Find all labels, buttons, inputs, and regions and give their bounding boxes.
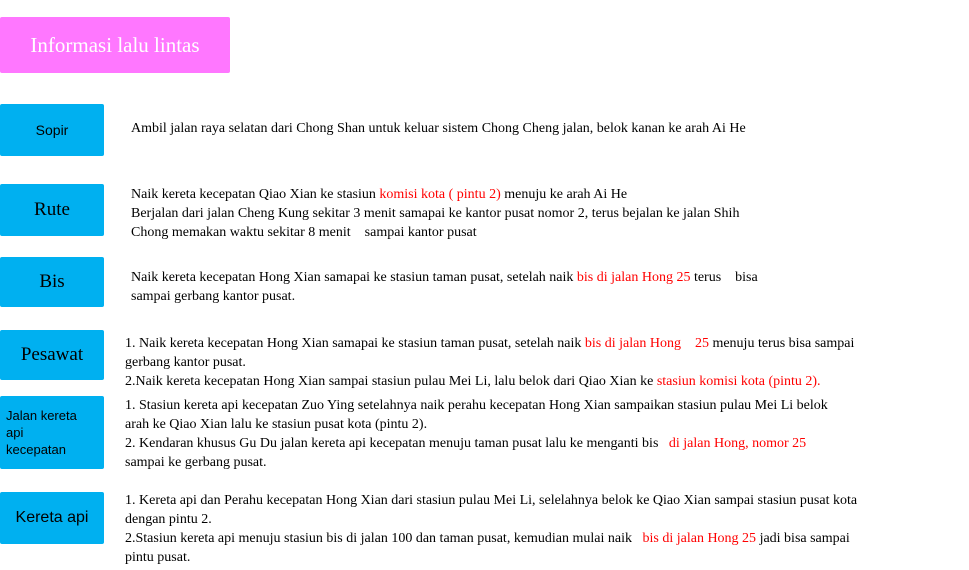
tag-rute (0, 184, 104, 236)
rute-description (131, 185, 739, 242)
jalan-kereta-line-4: sampai ke gerbang pusat. (125, 455, 267, 470)
kereta-api-line-4: pintu pusat. (125, 550, 191, 565)
sopir-line-1: Ambil jalan raya selatan dari Chong Shan untuk keluar sistem Chong Cheng jalan, belok kanan ke arah Ai He (131, 121, 746, 136)
bis-description (131, 268, 758, 306)
kereta-api-line-1: 1. Kereta api dan Perahu kecepatan Hong Xian dari stasiun pulau Mei Li, selelahnya belok ke Qiao Xian sampai stasiun pusat kota (125, 493, 858, 508)
rute-line-1-a: Naik kereta kecepatan Qiao Xian ke stasiun (131, 187, 380, 202)
jalan-kereta-line-3-highlight: di jalan Hong, nomor 25 (668, 436, 807, 451)
jalan-kereta-line-3-a: 2. Kendaran khusus Gu Du jalan kereta api kecepatan menuju taman pusat lalu ke menganti bis (125, 436, 669, 451)
pesawat-line-1-highlight: bis di jalan Hong 25 (584, 336, 709, 351)
tag-jalan-kereta-label: Jalan kereta api kecepatan (6, 408, 77, 457)
rute-line-1-highlight: komisi kota ( pintu 2) (379, 187, 501, 202)
bis-line-1-a: Naik kereta kecepatan Hong Xian samapai ke stasiun taman pusat, setelah naik (131, 270, 577, 285)
pesawat-line-1-b: menuju terus bisa sampai (708, 336, 855, 351)
tag-bis (0, 257, 104, 307)
pesawat-line-1-a: 1. Naik kereta kecepatan Hong Xian samapai ke stasiun taman pusat, setelah naik (125, 336, 585, 351)
kereta-api-line-3-highlight: bis di jalan Hong 25 (642, 531, 757, 546)
jalan-kereta-line-2: arah ke Qiao Xian lalu ke stasiun pusat kota (pintu 2). (125, 417, 428, 432)
pesawat-line-1 (125, 334, 854, 353)
pesawat-line-3 (125, 372, 854, 391)
jalan-kereta-line-1: 1. Stasiun kereta api kecepatan Zuo Ying setelahnya naik perahu kecepatan Hong Xian sampaikan stasiun pulau Mei Li belok (125, 398, 828, 413)
tag-pesawat (0, 330, 104, 380)
tag-kereta-api-label: Kereta api (15, 509, 89, 526)
kereta-api-line-3-a: 2.Stasiun kereta api menuju stasiun bis di jalan 100 dan taman pusat, kemudian mulai naik (125, 531, 643, 546)
rute-line-1 (131, 185, 739, 204)
tag-kereta-api (0, 492, 104, 544)
pesawat-line-2: gerbang kantor pusat. (125, 355, 246, 370)
pesawat-description (125, 334, 854, 391)
tag-pesawat-label: Pesawat (20, 344, 84, 365)
jalan-kereta-line-3 (125, 434, 828, 453)
jalan-kereta-description (125, 396, 828, 472)
bis-line-2: sampai gerbang kantor pusat. (131, 289, 296, 304)
bis-line-1-highlight: bis di jalan Hong 25 (576, 270, 691, 285)
kereta-api-line-2: dengan pintu 2. (125, 512, 212, 527)
rute-line-1-b: menuju ke arah Ai He (500, 187, 628, 202)
tag-sopir (0, 104, 104, 156)
bis-line-1-b: terus bisa (690, 270, 758, 285)
kereta-api-description (125, 491, 857, 567)
tag-sopir-label: Sopir (35, 122, 69, 138)
tag-bis-label: Bis (39, 271, 65, 292)
kereta-api-line-3-b: jadi bisa sampai (756, 531, 850, 546)
bis-line-1 (131, 268, 758, 287)
tag-rute-label: Rute (34, 199, 70, 220)
rute-line-2: Berjalan dari jalan Cheng Kung sekitar 3 menit samapai ke kantor pusat nomor 2, terus bejalan ke jalan Shih (131, 206, 740, 221)
tag-jalan-kereta-api-kecepatan (0, 396, 104, 469)
kereta-api-line-3 (125, 529, 857, 548)
pesawat-line-3-highlight: stasiun komisi kota (pintu 2). (656, 374, 821, 389)
rute-line-3: Chong memakan waktu sekitar 8 menit sampai kantor pusat (131, 225, 477, 240)
sopir-description (131, 119, 746, 138)
pesawat-line-3-a: 2.Naik kereta kecepatan Hong Xian sampai stasiun pulau Mei Li, lalu belok dari Qiao Xian ke (125, 374, 657, 389)
page-title: Informasi lalu lintas (0, 17, 230, 73)
